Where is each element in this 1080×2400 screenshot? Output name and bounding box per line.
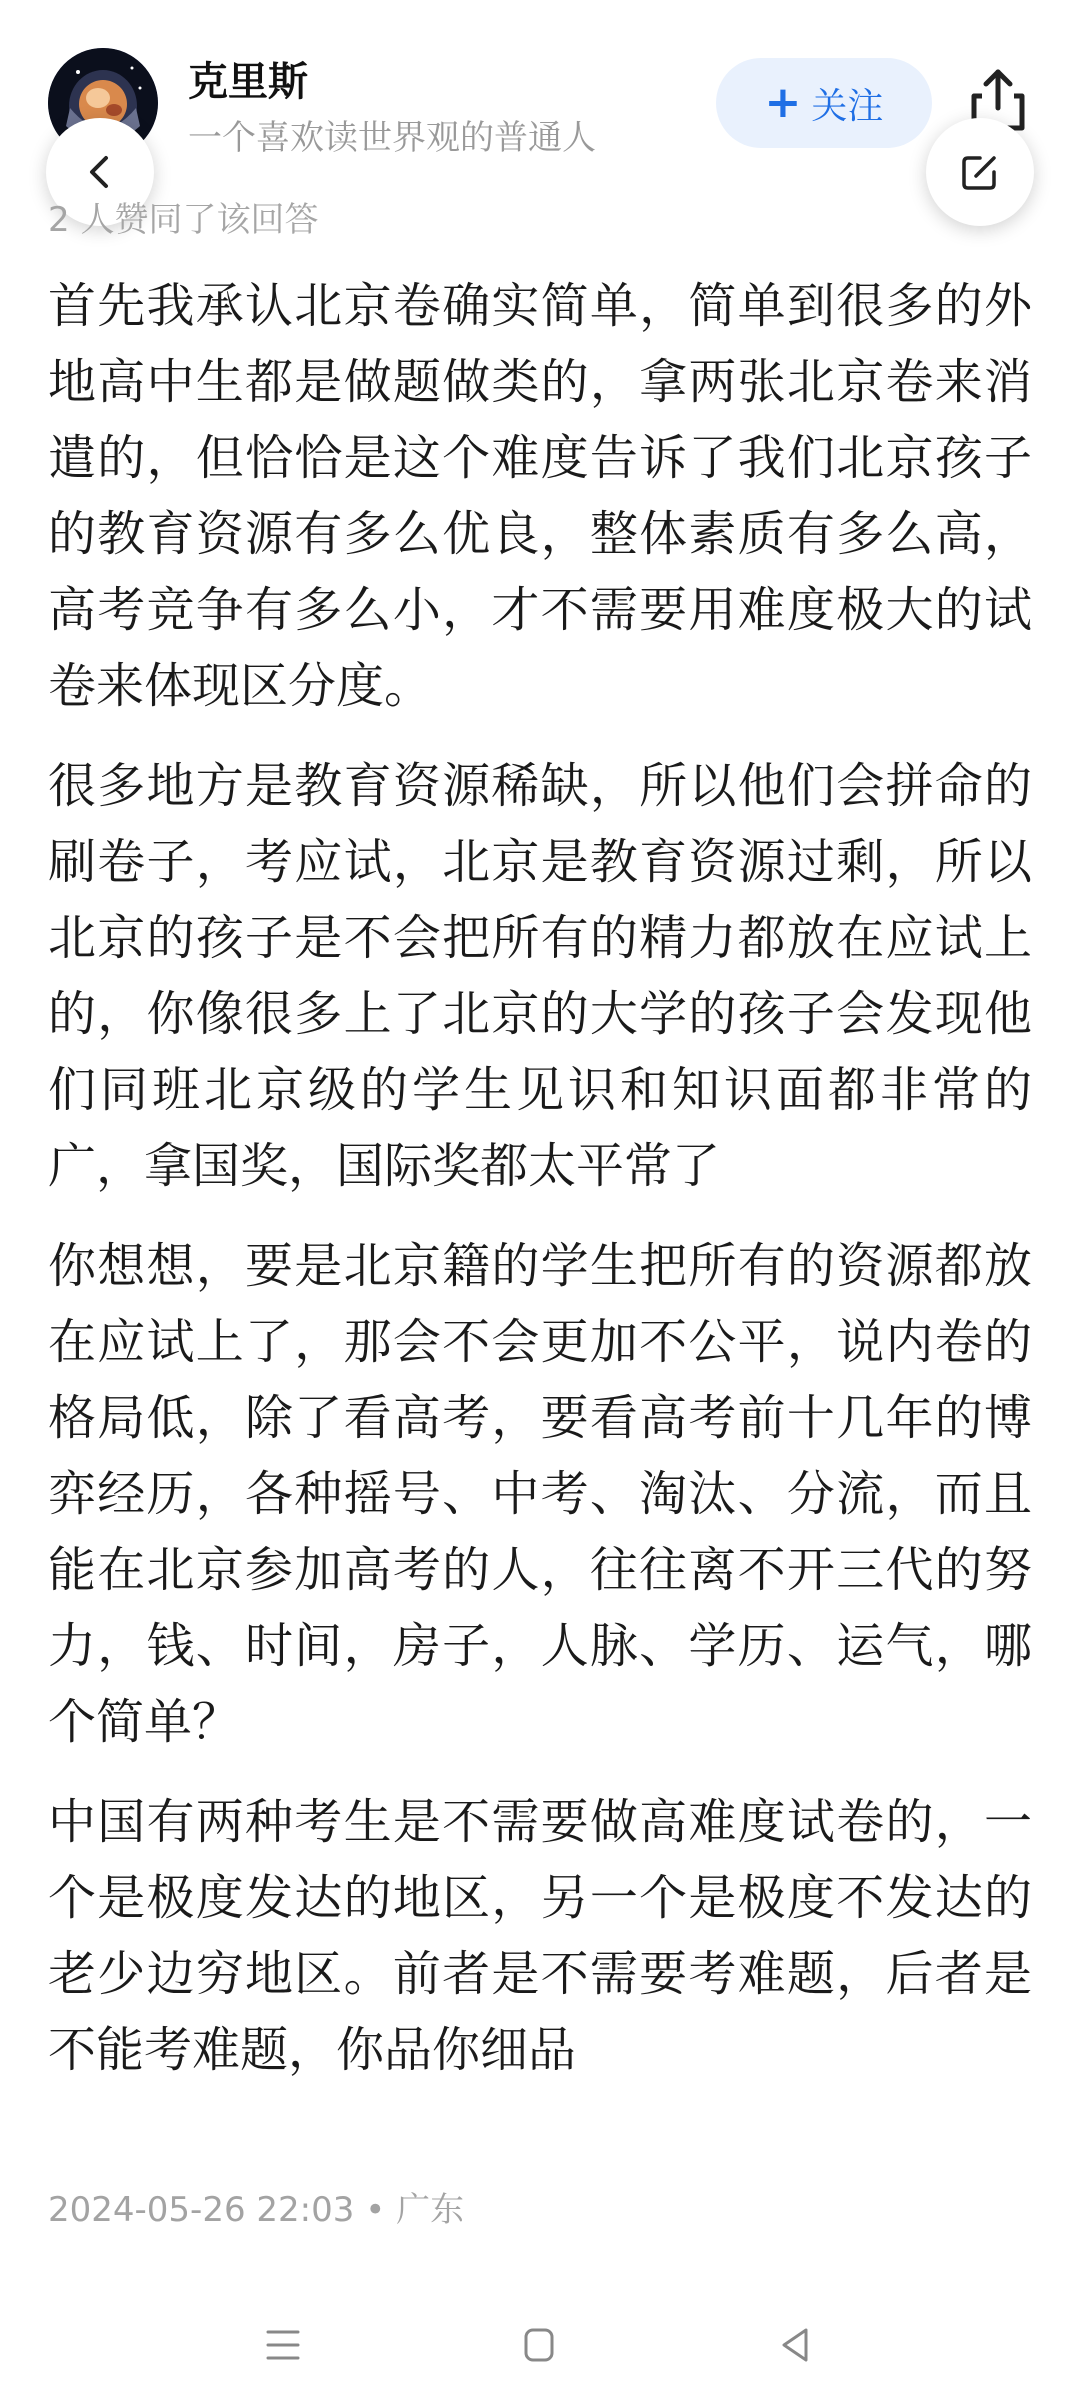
paragraph: 很多地方是教育资源稀缺，所以他们会拼命的刷卷子，考应试，北京是教育资源过剩，所以北京的孩子是不会把所有的精力都放在应试上的，你像很多上了北京的大学的孩子会发现他们同班北京级的学生见识和知识面都非常的广，拿国奖，国际奖都太平常了	[48, 758, 1032, 1194]
edit-button[interactable]	[926, 118, 1034, 226]
author-bio: 一个喜欢读世界观的普通人	[188, 118, 596, 158]
post-location: 广东	[396, 2190, 465, 2230]
edit-icon	[960, 152, 1000, 192]
post-meta	[48, 2182, 464, 2231]
answer-header	[0, 0, 1080, 240]
chevron-left-icon	[80, 152, 120, 192]
follow-button[interactable]	[716, 58, 932, 148]
paragraph: 首先我承认北京卷确实简单，简单到很多的外地高中生都是做题做类的，拿两张北京卷来消遣的，但恰恰是这个难度告诉了我们北京孩子的教育资源有多么优良，整体素质有多么高，高考竞争有多么小，才不需要用难度极大的试卷来体现区分度。	[48, 278, 1032, 714]
menu-icon[interactable]	[258, 2320, 308, 2370]
agree-count: 2 人赞同了该回答	[48, 200, 319, 240]
author-name[interactable]: 克里斯	[188, 59, 308, 105]
system-nav-bar	[0, 2290, 1080, 2400]
answer-body	[48, 268, 1032, 2112]
home-icon[interactable]	[514, 2320, 564, 2370]
follow-label: 关注	[811, 85, 884, 127]
back-triangle-icon[interactable]	[770, 2320, 820, 2370]
paragraph: 中国有两种考生是不需要做高难度试卷的，一个是极度发达的地区，另一个是极度不发达的老少边穷地区。前者是不需要考难题，后者是不能考难题，你品你细品	[48, 1794, 1032, 2078]
meta-separator: •	[365, 2190, 386, 2230]
post-date: 2024-05-26 22:03	[48, 2190, 355, 2230]
plus-icon: +	[764, 77, 802, 128]
paragraph: 你想想，要是北京籍的学生把所有的资源都放在应试上了，那会不会更加不公平，说内卷的格局低，除了看高考，要看高考前十几年的博弈经历，各种摇号、中考、淘汰、分流，而且能在北京参加高考的人，往往离不开三代的努力，钱、时间，房子，人脉、学历、运气，哪个简单？	[48, 1238, 1032, 1750]
